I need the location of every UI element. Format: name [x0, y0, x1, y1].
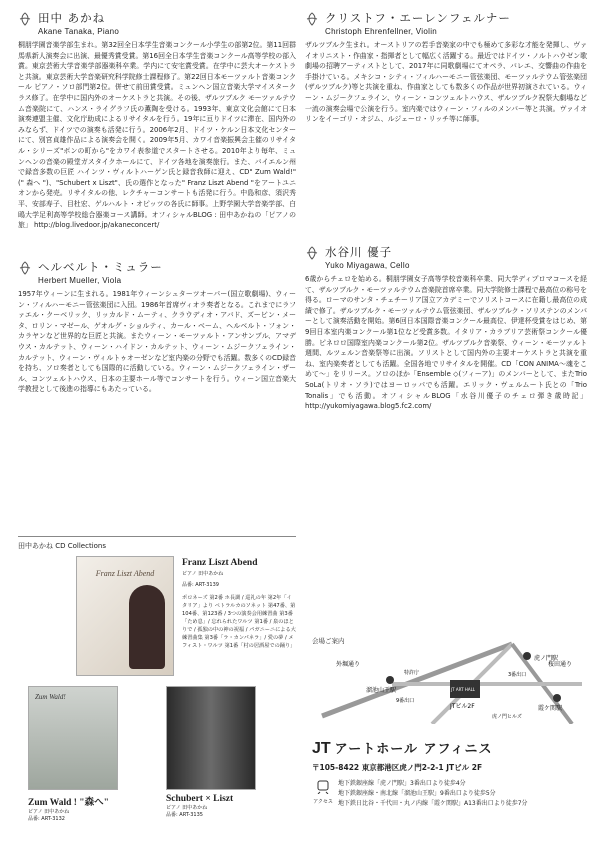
map-landmark-label: JT ART HALL — [451, 687, 476, 692]
map-street-sotobori — [322, 644, 512, 716]
access-line: 地下鉄銀座線「虎ノ門駅」3番出口より徒歩4分 — [338, 780, 466, 787]
station-marker — [386, 676, 394, 684]
map-station-label: 霞ケ関駅 — [538, 705, 563, 712]
cd-info-zum-wald — [28, 794, 128, 822]
right-column — [305, 0, 587, 539]
access-label: アクセス — [313, 799, 333, 805]
map-street-label: 外堀通り — [336, 661, 361, 668]
ornament-icon — [18, 261, 32, 275]
cd-title: Franz Liszt Abend — [182, 558, 258, 568]
cd-code: 品番: ART-3132 — [28, 816, 65, 822]
station-marker — [523, 652, 531, 660]
map-landmark-label: 特許庁 — [404, 670, 420, 676]
performer-name: クリストフ・エーレンフェルナー — [325, 11, 511, 25]
ornament-icon — [305, 246, 319, 260]
venue-map — [312, 628, 588, 728]
cd-info-schubert-liszt — [166, 794, 286, 818]
performer-role: Akane Tanaka, Piano — [38, 27, 120, 36]
station-marker — [553, 694, 561, 702]
map-station-label: 溜池山王駅 — [366, 687, 397, 694]
performer-bio: 桐朋学園音楽学部生まれ。第32回全日本学生音楽コンクール小学生の部第2位。第11回群馬県新人演奏会に出演、最優秀賞受賞。第16回全日本学生音楽コンクール高等学校の部入賞。東京芸術大学音楽学部器楽科卒業。学内にて安宅賞受賞。在学中に芸大オーケストラと共演。東京芸術大学音楽研究科学院修士課程修了。第22回日本モーツァルト音楽コンクール ピアノ・ソロ部門第2位。併せて前田賞受賞。ミュンヘン国立音楽大学マイスタークラス修了。在学中に国内外のオーケストラと共演。その後、ザルツブルク モーツァルテウム音楽院にて、ハンス・ライグラフ氏の薫陶を受ける。1993年、東京文化会館にて日本演奏連盟主催、文化庁助成によるリサイタルを行う。19年に亘りドイツに滞在、国内外のみならず、ドイツでの演奏も活発に行う。2006年2月、ドイツ・ケルン日本文化センターにて、別宮貞雄作品による演奏会を開く。2009年5月、カワイ音楽振興会主催のリサイタル・シリーズ"ボンの町から"をカワイ表参道でスタートさせる。2010年より毎年、ミュンヘンの音楽の殿堂ガスタイクホールにて、ドイツ各地を演奏旅行。また、バイエルン州で録音多数の巨匠 ハインツ・ヴィルトハーゲン氏と録音我師に迎え、CD" Zum Wald!" (" 森へ ")、"Schubert x Liszt"、氏の選作となった" Franz Liszt Abend "をアートユニオンから発売。リサイタルの他、レクチャーコンサートも活発に行う。中島和彦、須沢秀平、安部寿子、目杜宏、ゲルハルト・オピッツの各氏に師事。上野学園大学音楽学部、白鴎大学足利高等学校総合器楽コース講師。オフィシャルBLOG : 田中あかねの「ピアノの旅」 http://blog.livedoor.jp/akaneconcert/ — [18, 41, 296, 230]
map-street-label: 桜田通り — [548, 661, 573, 668]
cd-title: Zum Wald ! "森へ" — [28, 798, 109, 808]
performer-header-tanaka — [18, 10, 296, 38]
map-landmark-label: 虎ノ門ヒルズ — [492, 714, 522, 720]
cd-collection — [18, 528, 296, 838]
train-icon — [316, 780, 330, 794]
map-landmark-label: JTビル2F — [450, 703, 475, 710]
pianist-figure — [129, 585, 165, 669]
venue-info — [312, 738, 588, 842]
map-station-label: 虎ノ門駅 — [534, 655, 559, 662]
performer-header-miyagawa — [305, 244, 587, 272]
cd-artist: ピアノ 田中あかね — [182, 571, 224, 577]
performer-bio: 6歳からチェロを始める。桐朋学園女子高等学校音楽科卒業、同大学ディプロマコースを経て、ザルツブルク・モーツァルテウム音楽院首席卒業。同大学院修士課程で最高位の称号を得る。ローマのサンタ・チェチーリア国立アカデミーでソリストコースに在籍し最高位の成績で修了。ザルツブルク・モーツァルテウム管弦楽団、ザルツブルク・ソリステンのメンバーとして演奏活動を開始。第6回日本国際音楽コンクール最高位、伊達杯受賞をはじめ、第9回日本室内楽コンクール第1位など受賞多数。イタリア・カラブリア芸術祭コンクール優勝。ピネロロ国際室内楽コンクール第2位。ザルツブルク音楽祭、ウィーン・モーツァルト週間、ルツェルン音楽祭等に出演。ソリストとして国内外の主要オーケストラと共演を重ね、室内楽奏者としても活躍。全国各地でリサイタルを開催。CD「CON ANIMA～魂をこめて～」をリリース。ソロのほか「Ensemble ◇(フィーア)」のメンバーとして、またTrio SoLa(トリオ・ソラ)ではヨーロッパでも活躍。エリック・ヴェルムート氏との「Trio Tonalis」でも活動。オフィシャルBLOG「水谷川優子のチェロ弾き歳時記」 http://yukomiyagawa.blog5.fc2.com/ — [305, 275, 587, 411]
venue-logo: JT — [312, 740, 331, 757]
map-exit-label: 3番出口 — [508, 672, 527, 678]
venue-name: アートホール アフィニス — [334, 742, 493, 757]
cd-cover-schubert-liszt — [166, 686, 256, 790]
cd-cover-title: Zum Wald! — [35, 693, 66, 701]
map-exit-label: 9番出口 — [396, 698, 415, 704]
map-label: 会場ご案内 — [312, 637, 345, 645]
cd-cover-zum-wald — [28, 686, 118, 790]
cd-title: Schubert × Liszt — [166, 794, 234, 804]
cd-cover-title: Franz Liszt Abend — [95, 569, 155, 578]
performer-name: 田中 あかね — [38, 11, 106, 25]
cd-artist: ピアノ 田中あかね — [28, 809, 70, 815]
ornament-icon — [18, 12, 32, 26]
cd-section-heading: 田中あかね CD Collections — [18, 536, 296, 551]
left-column — [18, 0, 296, 501]
access-line: 地下鉄日比谷・千代田・丸ノ内線「霞ケ関駅」A13番出口より徒歩7分 — [338, 800, 528, 807]
ornament-icon — [305, 12, 319, 26]
performer-bio: 1957年ウィーンに生まれる。1981年ウィーンシュターツオーパー(国立歌劇場)、ウィーン・フィルハーモニー管弦楽団に入団。1986年首席ヴィオラ奏者となる。これまでにラファエル・クーベリック、リッカルド・ムーティ、クラウディオ・アバド、ズービン・メータ、ロリン・マゼール、ゲオルグ・ショルティ、カール・ベーム、ヘルベルト・フォン・カラヤンなど世界的な巨匠と共演。またウィーン・モーツァルト・アンサンブル、アマデウス・カルテット、ウィーン・ハイドン・カルテット、ウィーン・ムジークフェライン・カルテット、ウィーン・ヴィルトゥオーゼンなど室内楽の分野でも活躍。数多くのCD録音を持ち、ソロ奏者としても国際的に活動している。ウィーン・ムジークフェライン・ザール、コンツェルトハウス、日本の主要ホール等でコンサートを行う。ウィーン国立音楽大学教授として後進の指導にもあたっている。 — [18, 290, 296, 394]
access-line: 地下鉄銀座線・南北線「溜池山王駅」9番出口より徒歩5分 — [338, 790, 496, 797]
performer-name: 水谷川 優子 — [325, 245, 393, 259]
performer-role: Yuko Miyagawa, Cello — [325, 261, 410, 270]
cd-info-liszt-abend — [182, 558, 296, 650]
map-graphic — [312, 636, 588, 724]
cd-code: 品番: ART-3139 — [182, 582, 219, 588]
cd-code: 品番: ART-3135 — [166, 812, 203, 818]
cd-artist: ピアノ 田中あかね — [166, 805, 208, 811]
performer-header-ehrenfellner — [305, 10, 587, 38]
cd-cover-liszt-abend — [76, 556, 174, 676]
cd-tracklist: ポロネーズ 第2番 ホ長調 / 巡礼の年 第2年「イタリア」より ペトラルカのソネット 第47番、第104番、第123番 / 3つの演奏会用練習曲 第3番「ため息」/ 忘れられたワルツ 第1番 / 泉のほとりで / 孤独の中の神の祝福 / パガニーニによる大練習曲集 第3番「ラ・カンパネラ」/ 愛の夢 / メフィスト・ワルツ 第1番「村の居酒屋での踊り」 — [182, 595, 296, 649]
performer-role: Christoph Ehrenfellner, Violin — [325, 27, 438, 36]
venue-address: 〒105-8422 東京都港区虎ノ門2-2-1 JTビル 2F — [312, 763, 483, 772]
performer-role: Herbert Mueller, Viola — [38, 276, 122, 285]
performer-name: ヘルベルト・ミュラー — [38, 260, 163, 274]
access-icon — [312, 779, 334, 809]
performer-bio: ザルツブルク生まれ。オーストリアの若手音楽家の中でも極めて多彩な才能を発揮し、ヴァイオリニスト・作曲家・指揮者として幅広く活躍する。最近ではドイツ・ノルトハウゼン歌劇場の招聘アーティストとして、2017年に同歌劇場にてオペラ、バレエ、交響曲の作曲を手掛けている。メキシコ・シティ・フィルハーモニー管弦楽団、モーツァルテウム管弦楽団(ザルツブルク)等と共演を重ね、作曲家としても数多くの作品が世界初演されている。ウィーン・ムジークフェライン、ウィーン・コンツェルトハウス、ザルツブルク祝祭大劇場など一流の演奏会場で公演を行う。室内楽ではウィーン・フィルのメンバー等と共演。ヴァイオリンをイーゴリ・オジム、ルジェーロ・リッチ等に師事。 — [305, 41, 587, 124]
performer-header-mueller — [18, 259, 296, 287]
